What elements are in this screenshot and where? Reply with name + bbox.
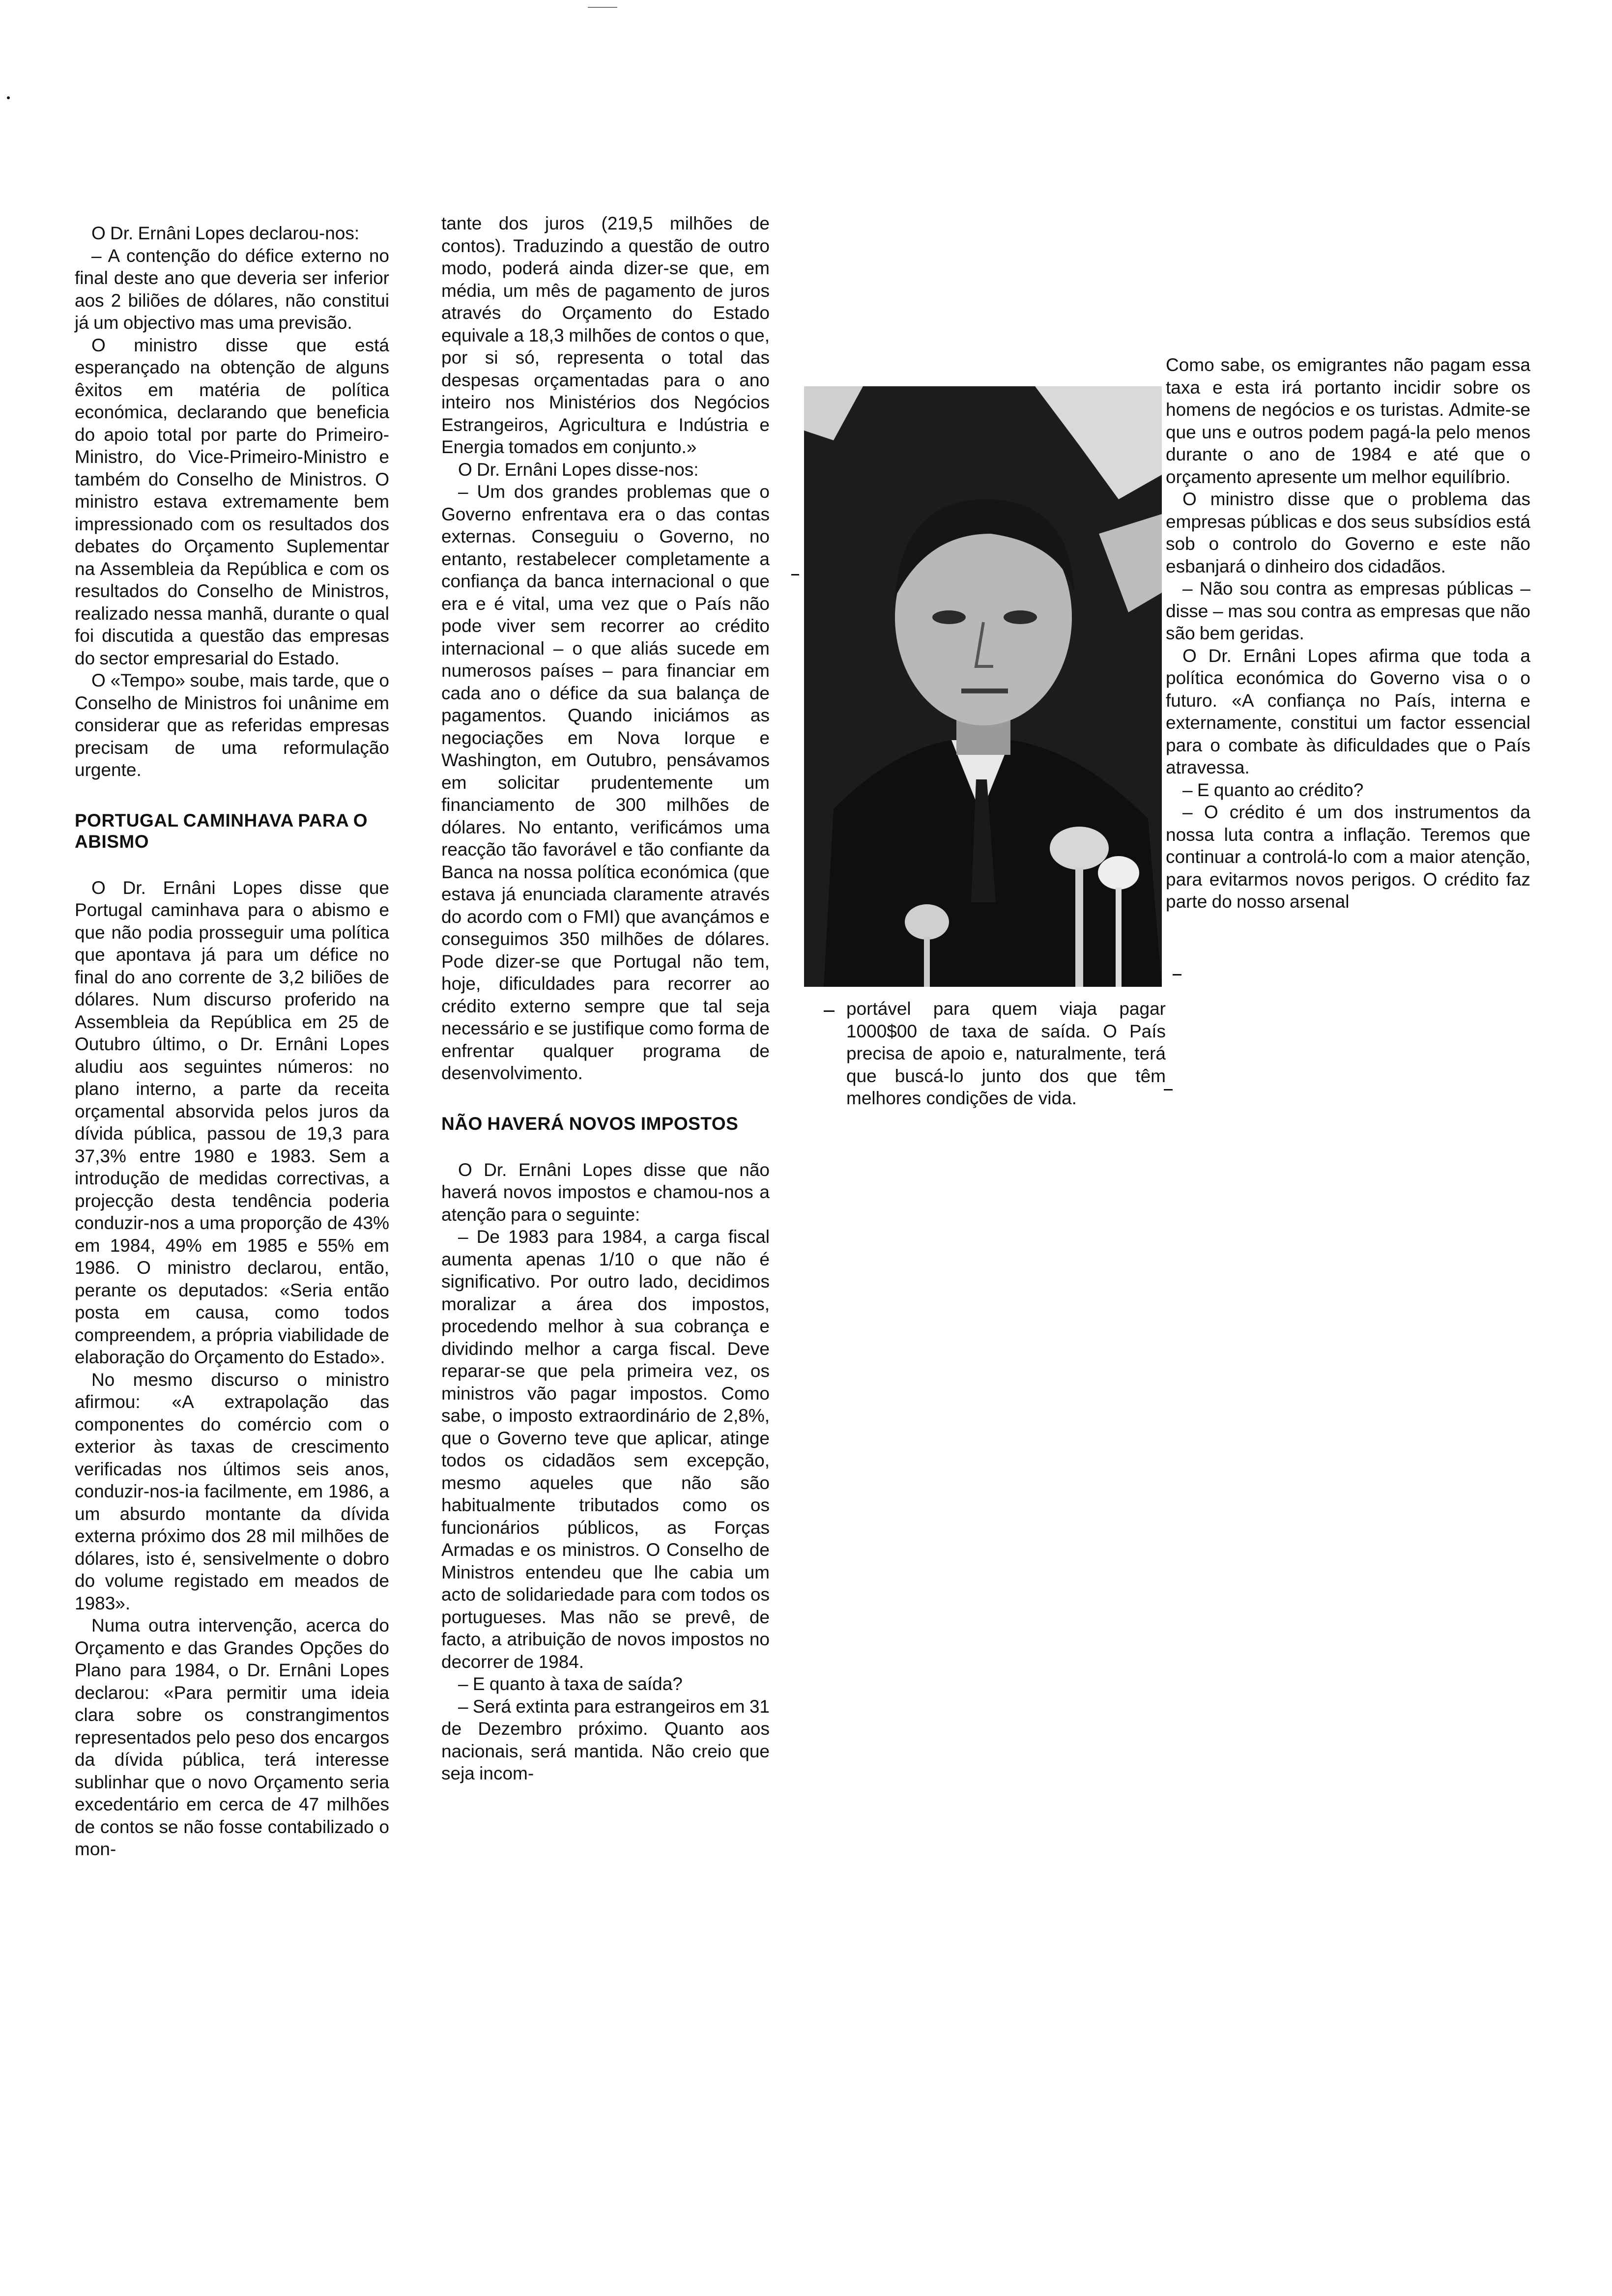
paragraph: – E quanto ao crédito? bbox=[1182, 779, 1364, 800]
paragraph: – O crédito é um dos instrumentos da nossa luta contra a inflação. Teremos que continuar a controlá-lo com a maior atenção, para evitarmos novos perigos. O crédito faz parte do nosso arsenal bbox=[1166, 802, 1530, 912]
scan-speck bbox=[791, 574, 799, 575]
paragraph: – Não sou contra as empresas públicas – disse – mas sou contra as empresas que não são bem geridas. bbox=[1166, 578, 1530, 643]
scan-speck bbox=[7, 96, 10, 99]
paragraph: O ministro disse que o problema das empresas públicas e dos seus subsídios está sob o controlo do Governo e este não esbanjará o dinheiro dos cidadãos. bbox=[1166, 489, 1530, 576]
paragraph: – A contenção do défice externo no final deste ano que deveria ser inferior aos 2 biliões de dólares, não constitui já um objectivo mas uma previsão. bbox=[75, 245, 389, 333]
paragraph: No mesmo discurso o ministro afirmou: «A extrapolação das componentes do comércio com o exterior às taxas de crescimento verificadas nos últimos seis anos, conduzir-nos-ia facilmente, em 1986, a um absurdo montante da dívida externa próximo dos 28 mil milhões de dólares, isto é, sensivelmente o dobro do volume registado em meados de 1983». bbox=[75, 1369, 389, 1613]
article-column-2 bbox=[441, 212, 770, 1785]
scan-speck bbox=[1173, 974, 1181, 976]
photo-caption bbox=[846, 998, 1166, 1110]
paragraph: O Dr. Ernâni Lopes disse-nos: bbox=[458, 459, 699, 480]
paragraph: – E quanto à taxa de saída? bbox=[458, 1674, 683, 1694]
paragraph: O Dr. Ernâni Lopes disse que não haverá novos impostos e chamou-nos a atenção para o seguinte: bbox=[441, 1159, 770, 1225]
paragraph: tante dos juros (219,5 milhões de contos). Traduzindo a questão de outro modo, poderá ainda dizer-se que, em média, um mês de pagamento de juros através do Orçamento do Estado equivale a 18,3 milhões de contos o que, por si só, representa o total das despesas orçamentadas para o ano inteiro nos Ministérios dos Negócios Estrangeiros, Agricultura e Indústria e Energia tomados em conjunto.» bbox=[441, 213, 770, 457]
section-heading-abismo: PORTUGAL CAMINHAVA PARA O ABISMO bbox=[75, 810, 368, 852]
page-top-rule bbox=[588, 7, 617, 8]
scan-speck bbox=[824, 1010, 835, 1012]
paragraph: O Dr. Ernâni Lopes declarou-nos: bbox=[91, 223, 360, 243]
paragraph: Como sabe, os emigrantes não pagam essa taxa e esta irá portanto incidir sobre os homens de negócios e os turistas. Admite-se que uns e outros podem pagá-la pelo menos durante o ano de 1984 e até que o orçamento apresente um melhor equilíbrio. bbox=[1166, 355, 1530, 487]
paragraph: Numa outra intervenção, acerca do Orçamento e das Grandes Opções do Plano para 1984, o Dr. Ernâni Lopes declarou: «Para permitir uma ideia clara sobre os constrangimentos representados pelo peso dos encargos da dívida pública, terá interesse sublinhar que o novo Orçamento seria excedentário em cerca de 47 milhões de contos se não fosse contabilizado o mon- bbox=[75, 1615, 389, 1859]
paragraph: – Um dos grandes problemas que o Governo enfrentava era o das contas externas. Conseguiu o Governo, no entanto, restabelecer completamente a confiança da banca internacional o que era e é vital, uma vez que o País não pode viver sem recorrer ao crédito internacional – o que aliás sucede em numerosos países – para financiar em cada ano o défice da sua balança de pagamentos. Quando iniciámos as negociações em Nova Iorque e Washington, em Outubro, pensávamos em solicitar prudentemente um financiamento de 300 milhões de dólares. No entanto, verificámos uma reacção tão favorável e tão confiante da Banca na nossa política económica (que estava já enunciada claramente através do acordo com o FMI) que avançámos e conseguimos 350 milhões de dólares. Pode dizer-se que Portugal não tem, hoje, dificuldades para recorrer ao crédito externo sempre que tal seja necessário e se justifique como forma de enfrentar qualquer programa de desenvolvimento. bbox=[441, 482, 770, 1083]
section-heading-impostos: NÃO HAVERÁ NOVOS IMPOSTOS bbox=[441, 1113, 739, 1134]
portrait-photo bbox=[804, 386, 1162, 987]
article-column-3 bbox=[1166, 354, 1530, 913]
paragraph: O ministro disse que está esperançado na obtenção de alguns êxitos em matéria de política económica, declarando que beneficia do apoio total por parte do Primeiro-Ministro, do Vice-Primeiro-Ministro e também do Conselho de Ministros. O ministro estava extremamente bem impressionado com os resultados dos debates do Orçamento Suplementar na Assembleia da República e com os resultados do Conselho de Ministros, realizado nessa manhã, durante o qual foi discutida a questão das empresas do sector empresarial do Estado. bbox=[75, 335, 389, 668]
article-column-1 bbox=[75, 222, 389, 1861]
paragraph: O «Tempo» soube, mais tarde, que o Conselho de Ministros foi unânime em considerar que as referidas empresas precisam de uma reformulação urgente. bbox=[75, 670, 389, 780]
portrait-illustration bbox=[804, 386, 1162, 987]
paragraph: O Dr. Ernâni Lopes afirma que toda a política económica do Governo visa o o futuro. «A confiança no País, interna e externamente, constitui um factor essencial para o combate às dificuldades que o País atravessa. bbox=[1166, 645, 1530, 777]
caption-text: portável para quem viaja pagar 1000$00 de taxa de saída. O País precisa de apoio e, naturalmente, terá que buscá-lo junto dos que têm melhores condições de vida. bbox=[846, 999, 1166, 1108]
paragraph: – De 1983 para 1984, a carga fiscal aumenta apenas 1/10 o que não é significativo. Por outro lado, decidimos moralizar a área dos impostos, procedendo melhor à sua cobrança e dividindo melhor a carga fiscal. Deve reparar-se que pela primeira vez, os ministros vão pagar impostos. Como sabe, o imposto extraordinário de 2,8%, que o Governo teve que aplicar, atinge todos os cidadãos sem excepção, mesmo aqueles que não são habitualmente tributados como os funcionários públicos, as Forças Armadas e os ministros. O Conselho de Ministros entendeu que lhe cabia um acto de solidariedade para com todos os portugueses. Mas não se prevê, de facto, a atribuição de novos impostos no decorrer de 1984. bbox=[441, 1227, 770, 1672]
paragraph: O Dr. Ernâni Lopes disse que Portugal caminhava para o abismo e que não podia prosseguir uma política que apontava já para um défice no final do ano corrente de 3,2 biliões de dólares. Num discurso proferido na Assembleia da República em 25 de Outubro último, o Dr. Ernâni Lopes aludiu aos seguintes números: no plano interno, a parte da receita orçamental absorvida pelos juros da dívida pública, passou de 19,3 para 37,3% entre 1980 e 1983. Sem a introdução de medidas correctivas, a projecção desta tendência poderia conduzir-nos a uma proporção de 43% em 1984, 49% em 1985 e 55% em 1986. O ministro declarou, então, perante os deputados: «Seria então posta em causa, como todos compreendem, a própria viabilidade de elaboração do Orçamento do Estado». bbox=[75, 877, 389, 1367]
paragraph: – Será extinta para estrangeiros em 31 de Dezembro próximo. Quanto aos nacionais, será mantida. Não creio que seja incom- bbox=[441, 1696, 770, 1783]
